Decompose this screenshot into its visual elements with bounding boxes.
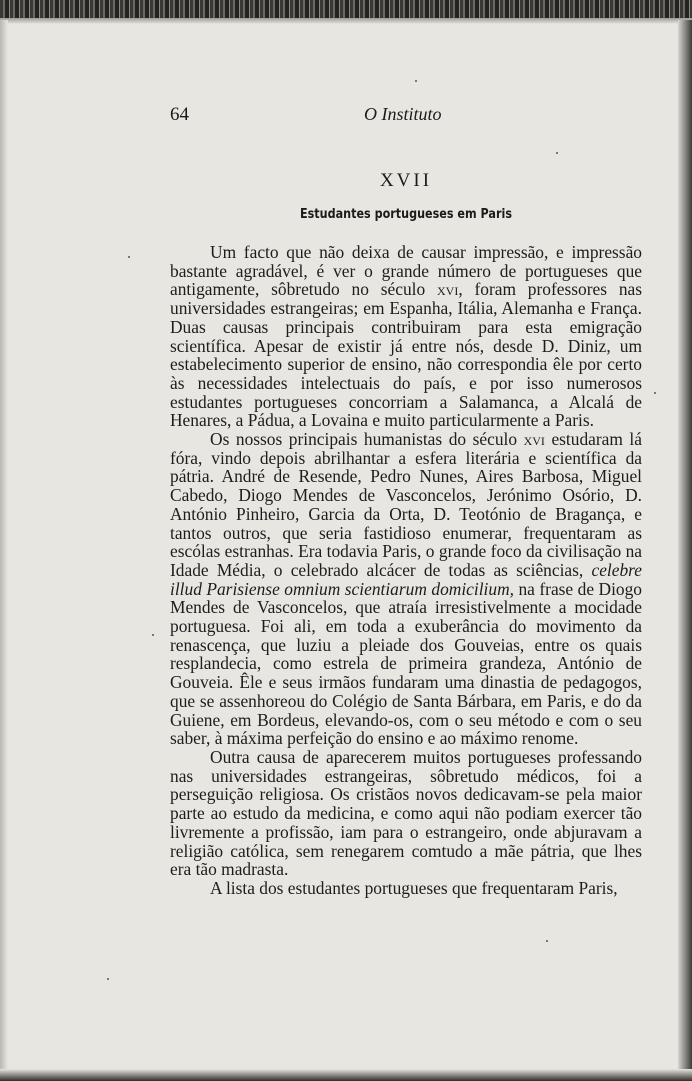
paragraph-2-part-b: estudaram lá fóra, vindo depois abrilhantar a esfera literária e scientífica da pátria. André de Resende, Pedro Nunes, Aires Barbosa, Miguel Cabedo, Diogo Mendes de Vasconcelos, Jerónimo Osório, D. António Pinheiro, Garcia da Orta, D. Teotónio de Bragança, e tantos outros, que seria fastidioso enumerar, frequentaram as escólas estranhas. Era todavia Paris, o grande foco da civilisação na Idade Média, o celebrado alcácer de todas as sciências,: [170, 429, 642, 580]
chapter-number: XVII: [379, 170, 433, 191]
paragraph-3: Outra causa de aparecerem muitos portugueses professando nas universidades estrangeiras, sôbretudo médicos, foi a perseguição religiosa. Os cristãos novos dedicavam-se pela maior parte ao estudo da medicina, e como aqui não podiam exercer tão livremente a profissão, iam para o estrangeiro, onde abjuravam a religião católica, sem renegarem comtudo a mãe pátria, que lhes era tão madrasta.: [170, 746, 642, 880]
page-left-shadow: [0, 20, 8, 1081]
paragraph-2: [170, 430, 642, 748]
scan-speck: [654, 392, 656, 394]
body-text: [170, 243, 642, 898]
journal-title: O Instituto: [364, 104, 442, 124]
page-top-edge: [0, 0, 692, 20]
paragraph-1-part-b: , foram professores nas universidades estrangeiras; em Espanha, Itália, Alemanha e França. Duas causas principais contribuiram para esta emigração scientífica. Apesar de existir já entre nós, desde D. Diniz, um estabelecimento superior de ensino, não correspondia êle por certo às necessidades intelectuais do país, e por isso numerosos estudantes portugueses concorriam a Salamanca, a Alcalá de Henares, a Pádua, a Lovaina e muito particularmente a Paris.: [170, 279, 642, 431]
scan-speck: [152, 634, 154, 636]
paragraph-1-part-a: Um facto que não deixa de causar impressão, e impressão bastante agradável, é ver o grande número de portugueses que antigamente, sôbretudo no século: [170, 242, 642, 300]
scan-speck: [128, 256, 130, 258]
page-right-shadow: [678, 20, 692, 1081]
scan-speck: [107, 978, 109, 980]
paragraph-2-century: xvi: [523, 429, 545, 450]
paragraph-2-part-a: Os nossos principais humanistas do século: [210, 429, 524, 450]
scan-speck: [415, 80, 417, 82]
running-head: [170, 104, 642, 132]
scan-speck: [546, 940, 548, 942]
paragraph-4: A lista dos estudantes portugueses que frequentaram Paris,: [210, 877, 618, 898]
paragraph-2-latin-quote: celebre illud Parisiense omnium scientiarum domicilium,: [170, 559, 642, 599]
scan-speck: [556, 152, 558, 154]
paragraph-1-century: xvi: [436, 279, 459, 300]
paragraph-2-part-c: na frase de Diogo Mendes de Vasconcelos, que atraía irresistivelmente a mocidade portuguesa. Foi ali, em toda a exuberância do movimento da renascença, que luziu a pleiade dos Gouveias, entre os quais resplandecia, como estrela de primeira grandeza, António de Gouveia. Êle e seus irmãos fundaram uma dinastia de pedagogos, que se assenhoreou do Colégio de Santa Bárbara, em Paris, e do da Guiene, em Bordeus, elevando-os, com o seu método e com o seu saber, à máxima perfeição do ensino e ao máximo renome.: [170, 578, 642, 749]
page-number: 64: [170, 104, 189, 125]
page-bottom-edge: [0, 1069, 692, 1081]
page-top-shadow: [0, 18, 692, 24]
chapter-title: Estudantes portugueses em Paris: [300, 207, 512, 222]
paragraph-1: [170, 243, 642, 430]
